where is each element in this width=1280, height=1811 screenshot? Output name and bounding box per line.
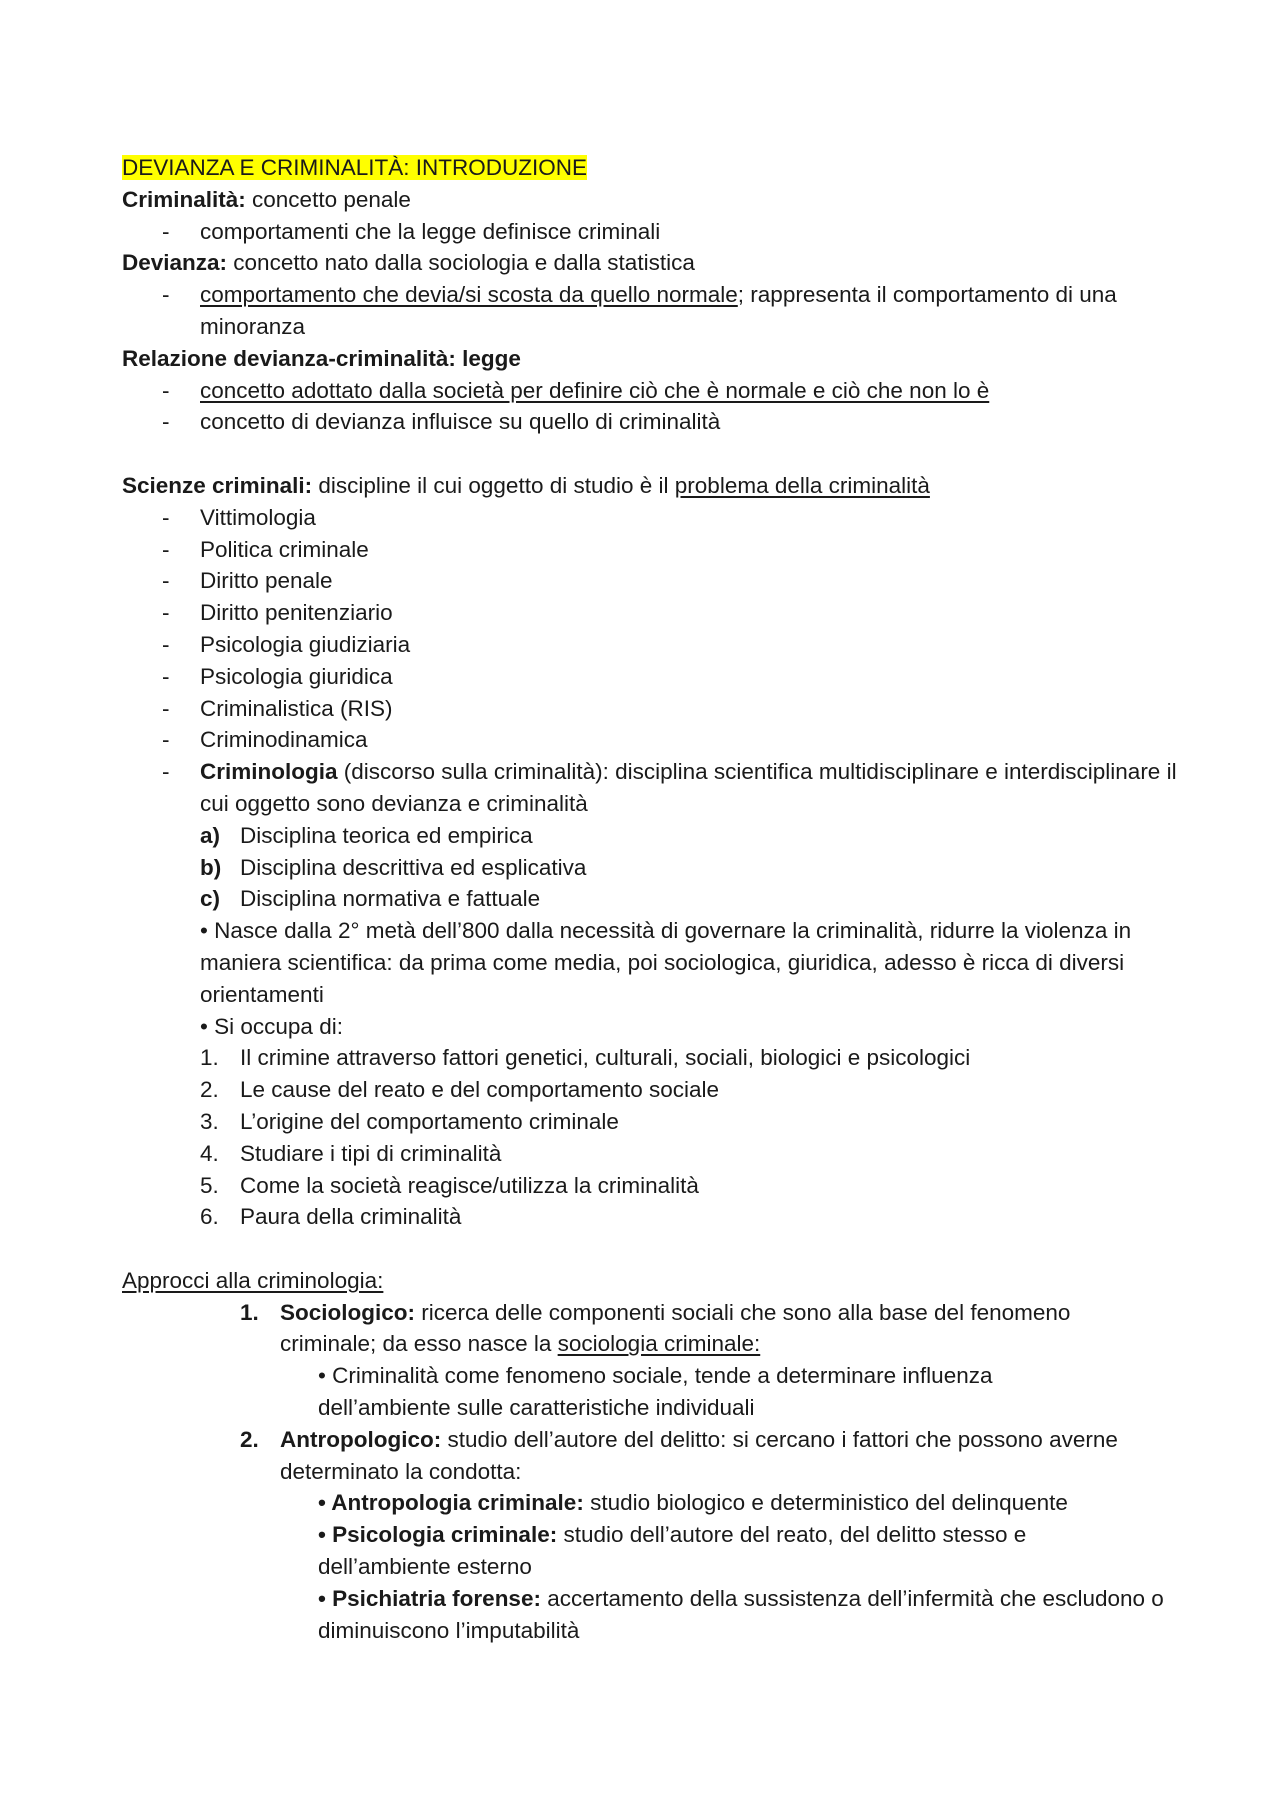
dash-marker: - [162, 695, 170, 721]
letter-item [200, 820, 1200, 852]
devianza-term: Devianza: [122, 250, 228, 276]
list-item-text: comportamenti che la legge definisce criminali [200, 218, 661, 244]
document-title [122, 152, 1200, 184]
dash-marker: - [162, 282, 170, 308]
list-item [122, 502, 1200, 534]
occupa-paragraph: • Si occupa di: [200, 1013, 343, 1039]
numbered-item [200, 1138, 1200, 1170]
approach-term: Sociologico: [280, 1299, 415, 1325]
letter-marker: b) [200, 854, 222, 880]
letter-text: Disciplina normativa e fattuale [240, 886, 541, 912]
criminologia-term: Criminologia [200, 759, 338, 785]
list-item-rest: ; rappresenta il comportamento di una minoranza [200, 282, 1117, 339]
title-highlight: DEVIANZA E CRIMINALITÀ: INTRODUZIONE [122, 155, 588, 180]
bullet-text: studio biologico e deterministico del delinquente [583, 1490, 1068, 1516]
approach-def: ricerca delle componenti sociali che sono alla base del fenomeno criminale; da esso nasce la [280, 1299, 1071, 1357]
list-item-text: Criminodinamica [200, 727, 368, 753]
scienze-term: Scienze criminali: [122, 472, 313, 498]
number-marker: 6. [200, 1204, 219, 1230]
list-item [122, 693, 1200, 725]
devianza-definition [122, 247, 1200, 279]
bullet-term: • Antropologia criminale: [318, 1490, 584, 1516]
nasce-paragraph: • Nasce dalla 2° metà dell’800 dalla necessità di governare la criminalità, ridurre la violenza in maniera scientifica: da prima come media, poi sociologica, giuridica, adesso è ricca di diversi orientamenti [200, 918, 1132, 1007]
criminalita-definition [122, 184, 1200, 216]
approach-term: Antropologico: [280, 1426, 442, 1452]
number-marker: 1. [200, 1045, 219, 1071]
numbered-item [200, 1170, 1200, 1202]
approach-bullet: • Criminalità come fenomeno sociale, tende a determinare influenza dell’ambiente sulle caratteristiche individuali [318, 1363, 993, 1421]
approach-def-underlined: sociologia criminale: [557, 1331, 761, 1357]
dash-marker: - [162, 727, 170, 753]
underlined-text: comportamento che devia/si scosta da quello normale [200, 282, 738, 308]
scienze-def-underlined: problema della criminalità [674, 472, 930, 498]
bullet-text: studio dell’autore del reato, del delitto stesso e dell’ambiente esterno [318, 1522, 1027, 1580]
dash-marker: - [162, 759, 170, 785]
dash-marker: - [162, 600, 170, 626]
list-item [122, 406, 1200, 438]
bullet-term: • Psichiatria forense: [318, 1585, 541, 1611]
approach-antropologico [200, 1424, 1200, 1488]
list-item [122, 279, 1200, 343]
dash-marker: - [162, 377, 170, 403]
list-item [122, 661, 1200, 693]
letter-item [200, 883, 1200, 915]
number-marker: 3. [200, 1108, 219, 1134]
spacer [122, 438, 1200, 470]
approach-text [280, 1424, 1200, 1488]
numbered-text: Studiare i tipi di criminalità [240, 1140, 502, 1166]
dash-marker: - [162, 536, 170, 562]
number-marker: 2. [200, 1077, 219, 1103]
list-item [122, 375, 1200, 407]
list-item-text: Criminalistica (RIS) [200, 695, 393, 721]
numbered-item [200, 1042, 1200, 1074]
numbered-text: Le cause del reato e del comportamento sociale [240, 1077, 720, 1103]
letter-text: Disciplina teorica ed empirica [240, 822, 533, 848]
bullet-term: • Psicologia criminale: [318, 1522, 558, 1548]
number-marker: 2. [240, 1426, 259, 1452]
list-item-text: Diritto penale [200, 568, 333, 594]
devianza-def: concetto nato dalla sociologia e dalla statistica [227, 250, 695, 276]
approach-text [280, 1297, 1140, 1361]
approcci-heading: Approcci alla criminologia: [122, 1267, 384, 1293]
approach-bullet [318, 1519, 1098, 1583]
criminalita-def: concetto penale [245, 186, 411, 212]
list-item-text: Psicologia giudiziaria [200, 631, 411, 657]
numbered-text: Il crimine attraverso fattori genetici, culturali, sociali, biologici e psicologici [240, 1045, 971, 1071]
list-item [122, 597, 1200, 629]
numbered-item [200, 1074, 1200, 1106]
dash-marker: - [162, 218, 170, 244]
criminologia-def: (discorso sulla criminalità): disciplina scientifica multidisciplinare e interdisciplinare il cui oggetto sono devianza e criminalità [200, 759, 1177, 816]
approach-sociologico [200, 1297, 1200, 1361]
number-marker: 4. [200, 1140, 219, 1166]
scienze-def: discipline il cui oggetto di studio è il [312, 472, 675, 498]
list-item-text: Vittimologia [200, 504, 316, 530]
dash-marker: - [162, 568, 170, 594]
criminologia-text [200, 756, 1200, 820]
list-item-text: concetto adottato dalla società per definire ciò che è normale e ciò che non lo è [200, 377, 990, 403]
list-item-criminologia [122, 756, 1200, 820]
list-item [122, 629, 1200, 661]
numbered-text: Come la società reagisce/utilizza la criminalità [240, 1172, 699, 1198]
list-item [122, 724, 1200, 756]
dash-marker: - [162, 631, 170, 657]
spacer [122, 1233, 1200, 1265]
list-item-text [200, 279, 1200, 343]
number-marker: 1. [240, 1299, 259, 1325]
list-item-text: Politica criminale [200, 536, 369, 562]
dash-marker: - [162, 409, 170, 435]
letter-item [200, 852, 1200, 884]
numbered-text: L’origine del comportamento criminale [240, 1108, 619, 1134]
list-item [122, 534, 1200, 566]
numbered-text: Paura della criminalità [240, 1204, 462, 1230]
numbered-item [200, 1106, 1200, 1138]
list-item-text: Psicologia giuridica [200, 663, 393, 689]
list-item [122, 216, 1200, 248]
list-item-text: concetto di devianza influisce su quello di criminalità [200, 409, 721, 435]
criminalita-term: Criminalità: [122, 186, 246, 212]
approach-bullet [318, 1487, 1200, 1519]
scienze-definition [122, 470, 1200, 502]
dash-marker: - [162, 663, 170, 689]
list-item-text: Diritto penitenziario [200, 600, 393, 626]
relazione-heading: Relazione devianza-criminalità: legge [122, 345, 521, 371]
letter-text: Disciplina descrittiva ed esplicativa [240, 854, 587, 880]
dash-marker: - [162, 504, 170, 530]
approach-def: studio dell’autore del delitto: si cercano i fattori che possono averne determinato la condotta: [280, 1426, 1118, 1484]
approach-bullet [318, 1583, 1200, 1647]
numbered-item [200, 1201, 1200, 1233]
number-marker: 5. [200, 1172, 219, 1198]
letter-marker: a) [200, 822, 221, 848]
bullet-text: accertamento della sussistenza dell’infermità che escludono o diminuiscono l’imputabilità [318, 1585, 1164, 1643]
letter-marker: c) [200, 886, 221, 912]
list-item [122, 565, 1200, 597]
